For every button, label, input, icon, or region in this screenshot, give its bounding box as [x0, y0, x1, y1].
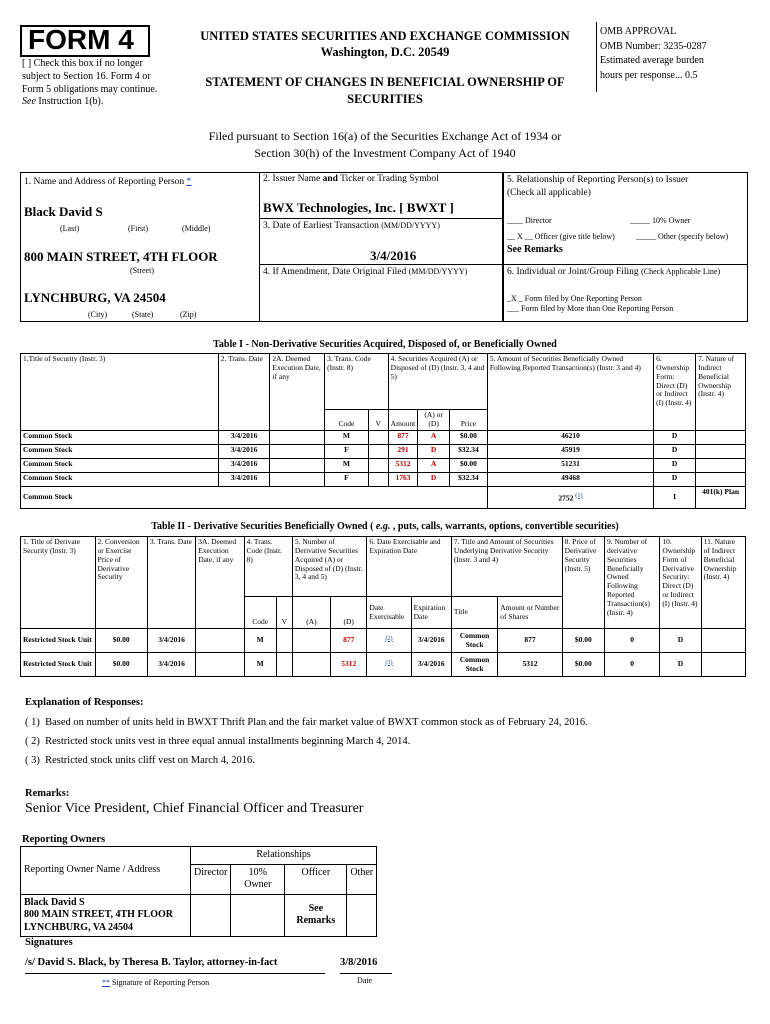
box3-label: 3. Date of Earliest Transaction (MM/DD/YYYY)	[263, 221, 440, 231]
footnote-sig-link[interactable]: **	[102, 978, 110, 987]
last-label: (Last)	[60, 224, 80, 233]
date-label: Date	[357, 976, 373, 985]
sec-title: UNITED STATES SECURITIES AND EXCHANGE COMMISSION Washington, D.C. 20549	[200, 29, 570, 60]
remarks-title: Remarks:	[25, 788, 70, 799]
table-row: Common Stock 3/4/2016 F 291 D $32.34 45919 D	[21, 444, 746, 458]
t2-h-form: 10. Ownership Form of Derivative Security: Direct (D) or Indirect (I) (Instr. 4)	[660, 537, 701, 629]
owners-col-name: Reporting Owner Name / Address	[21, 847, 191, 895]
box6-label: 6. Individual or Joint/Group Filing (Check Applicable Line)	[507, 267, 721, 277]
reporting-owners-table: Reporting Owner Name / Address Relationships Director 10% Owner Officer Other Black David S 800 MAIN STREET, 4TH FLOOR LYNCHBURG, VA 24504 See Remarks	[20, 846, 377, 937]
t1-sub-ad: (A) or (D)	[418, 410, 450, 431]
reporting-owners-title: Reporting Owners	[22, 834, 106, 845]
box4-label: 4. If Amendment, Date Original Filed (MM/DD/YYYY)	[263, 267, 468, 277]
t1-sub-amount: Amount	[388, 410, 418, 431]
table-2-caption: Table II - Derivative Securities Beneficially Owned ( e.g. , puts, calls, warrants, options, convertible securities)	[151, 521, 619, 532]
box5-label: 5. Relationship of Reporting Person(s) to Issuer (Check all applicable)	[507, 175, 689, 199]
explanation-item: ( 2) Restricted stock units vest in three equal annual installments beginning March 4, 2014.	[25, 736, 411, 747]
t1-h-code: 3. Trans. Code (Instr. 8)	[325, 354, 389, 410]
table-row: Common Stock 3/4/2016 F 1763 D $32.34 49468 D	[21, 472, 746, 486]
t2-h-code: 4. Trans. Code (Instr. 8)	[244, 537, 292, 597]
table-1	[20, 353, 746, 509]
t2-h-exercisable: 6. Date Exercisable and Expiration Date	[367, 537, 452, 597]
table-row: Common Stock 2752 $^{(1)}$ I 401(k) Plan	[21, 486, 746, 508]
state-label: (State)	[132, 310, 154, 319]
issuer-name: BWX Technologies, Inc. [ BWXT ]	[263, 200, 454, 215]
t1-sub-code: Code	[325, 410, 369, 431]
director-option: ____ Director	[507, 216, 552, 225]
street-label: (Street)	[130, 266, 154, 275]
zip-label: (Zip)	[180, 310, 197, 319]
officer-title: See Remarks	[507, 244, 563, 255]
signature-label: ** Signature of Reporting Person	[102, 978, 210, 987]
ten-pct-option: _____ 10% Owner	[630, 216, 691, 225]
t2-h-owned: 9. Number of derivative Securities Beneficially Owned Following Reported Transaction(s) (Instr. 4)	[604, 537, 659, 629]
table-row: Restricted Stock Unit $0.00 3/4/2016 M 877 $^{(2)}$ 3/4/2016 Common Stock 877 $0.00 0 D	[21, 629, 746, 653]
explanation-title: Explanation of Responses:	[25, 697, 144, 708]
t1-h-title: 1.Title of Security (Instr. 3)	[21, 354, 219, 431]
box1-label: 1. Name and Address of Reporting Person *	[24, 177, 192, 187]
middle-label: (Middle)	[182, 224, 211, 233]
t2-h-underlying: 7. Title and Amount of Securities Underlying Derivative Security (Instr. 3 and 4)	[451, 537, 562, 597]
footnote-link[interactable]: *	[186, 177, 192, 187]
t1-h-form: 6. Ownership Form: Direct (D) or Indirect (I) (Instr. 4)	[654, 354, 696, 431]
table-row: Common Stock 3/4/2016 M 5312 A $0.00 51231 D	[21, 458, 746, 472]
t1-sub-price: Price	[450, 410, 488, 431]
omb-approval: OMB APPROVAL OMB Number: 3235-0287 Estimated average burden hours per response... 0.5	[600, 26, 707, 81]
statement-title: STATEMENT OF CHANGES IN BENEFICIAL OWNERSHIP OF SECURITIES	[205, 75, 565, 106]
remarks-text: Senior Vice President, Chief Financial Officer and Treasurer	[25, 801, 364, 816]
t1-h-nature: 7. Nature of Indirect Beneficial Ownership (Instr. 4)	[696, 354, 746, 431]
t1-h-acquired: 4. Securities Acquired (A) or Disposed of (D) (Instr. 3, 4 and 5)	[388, 354, 487, 410]
signature-date: 3/8/2016	[340, 957, 392, 974]
filed-pursuant: Filed pursuant to Section 16(a) of the Securities Exchange Act of 1934 or Section 30(h) of the Investment Company Act of 1940	[208, 129, 562, 160]
t2-h-title: 1. Title of Derivate Security (Instr. 3)	[21, 537, 96, 629]
one-person-option: _X _ Form filed by One Reporting Person	[507, 294, 642, 303]
signer: /s/ David S. Black, by Theresa B. Taylor, attorney-in-fact	[25, 957, 325, 974]
officer-option: __ X __ Officer (give title below)	[507, 232, 615, 241]
table-2: 1. Title of Derivate Security (Instr. 3) 2. Conversion or Exercise Price of Derivative Security 3. Trans. Date 3A. Deemed Execution Date, if any 4. Trans. Code (Instr. 8) 5. Number of Derivative Securities Acquired (A) or Disposed of (D) (Instr. 3, 4 and 5) 6. Date Exercisable and Expiration Date 7. Title and Amount of Securities Underlying Derivative Security (Instr. 3 and 4) 8. Price of Derivative Security (Instr. 5) 9. Number of derivative Securities Beneficially Owned Following Reported Transaction(s) (Instr. 4) 10. Ownership Form of Derivative Security: Direct (D) or Indirect (I) (Instr. 4) 11. Nature of Indirect Beneficial Ownership (Instr. 4) Code V (A) (D) Date Exercisable Expiration Date Title Amount or Number of Shares Restricted Stock Unit $0.00 3/4/2016 M 877 $^{(2)}$ 3/4/2016 Common Stock 877 $0.00 0 D Restricted Stock Unit $0.00 3/4/2016 M 5312 $^{(3)}$ 3/4/2016 Common Stock 5312 $0.00 0 D	[20, 536, 746, 677]
footnote-2-link[interactable]: (2)	[385, 634, 393, 642]
footnote-3-link[interactable]: (3)	[385, 658, 393, 666]
city-label: (City)	[88, 310, 108, 319]
omb-divider	[596, 22, 597, 92]
form-title: FORM 4	[28, 24, 134, 55]
t1-sub-v: V	[368, 410, 388, 431]
other-option: _____ Other (specify below)	[636, 232, 729, 241]
city-state-zip: LYNCHBURG, VA 24504	[24, 290, 166, 305]
t2-h-conversion: 2. Conversion or Exercise Price of Derivative Security	[95, 537, 147, 629]
reporting-person-name: Black David S	[24, 204, 103, 219]
explanation-item: ( 1) Based on number of units held in BWXT Thrift Plan and the fair market value of BWXT common stock as of February 24, 2016.	[25, 717, 588, 728]
t1-h-date: 2. Trans. Date	[218, 354, 270, 431]
earliest-transaction-date: 3/4/2016	[370, 248, 417, 263]
owner-address: Black David S 800 MAIN STREET, 4TH FLOOR LYNCHBURG, VA 24504	[21, 894, 191, 937]
t2-h-deemed: 3A. Deemed Execution Date, if any	[196, 537, 244, 629]
section16-checkbox-text: [ ] Check this box if no longer subject to Section 16. Form 4 or Form 5 obligations may continue. See Instruction 1(b).	[22, 58, 158, 108]
owners-relationships: Relationships	[191, 847, 377, 865]
street-address: 800 MAIN STREET, 4TH FLOOR	[24, 249, 218, 264]
t2-h-number: 5. Number of Derivative Securities Acquired (A) or Disposed of (D) (Instr. 3, 4 and 5)	[292, 537, 367, 597]
footnote-1-link[interactable]: (1)	[575, 491, 583, 499]
box2-label: 2. Issuer Name and Ticker or Trading Symbol	[263, 174, 439, 184]
first-label: (First)	[128, 224, 148, 233]
t2-h-nature: 11. Nature of Indirect Beneficial Ownership (Instr. 4)	[701, 537, 745, 629]
t1-h-deemed: 2A. Deemed Execution Date, if any	[270, 354, 325, 431]
t2-h-price: 8. Price of Derivative Security (Instr. 5)	[562, 537, 604, 629]
table-row: Restricted Stock Unit $0.00 3/4/2016 M 5312 $^{(3)}$ 3/4/2016 Common Stock 5312 $0.00 0 D	[21, 653, 746, 677]
t2-h-date: 3. Trans. Date	[147, 537, 195, 629]
multiple-person-option: ___ Form filed by More than One Reporting Person	[507, 304, 674, 313]
table-row: Common Stock 3/4/2016 M 877 A $0.00 46210 D	[21, 430, 746, 444]
signatures-title: Signatures	[25, 937, 73, 948]
t1-h-owned: 5. Amount of Securities Beneficially Owned Following Reported Transaction(s) (Instr. 3 and 4)	[487, 354, 653, 431]
explanation-item: ( 3) Restricted stock units cliff vest on March 4, 2016.	[25, 755, 255, 766]
table-1-caption: Table I - Non-Derivative Securities Acquired, Disposed of, or Beneficially Owned	[213, 339, 557, 350]
